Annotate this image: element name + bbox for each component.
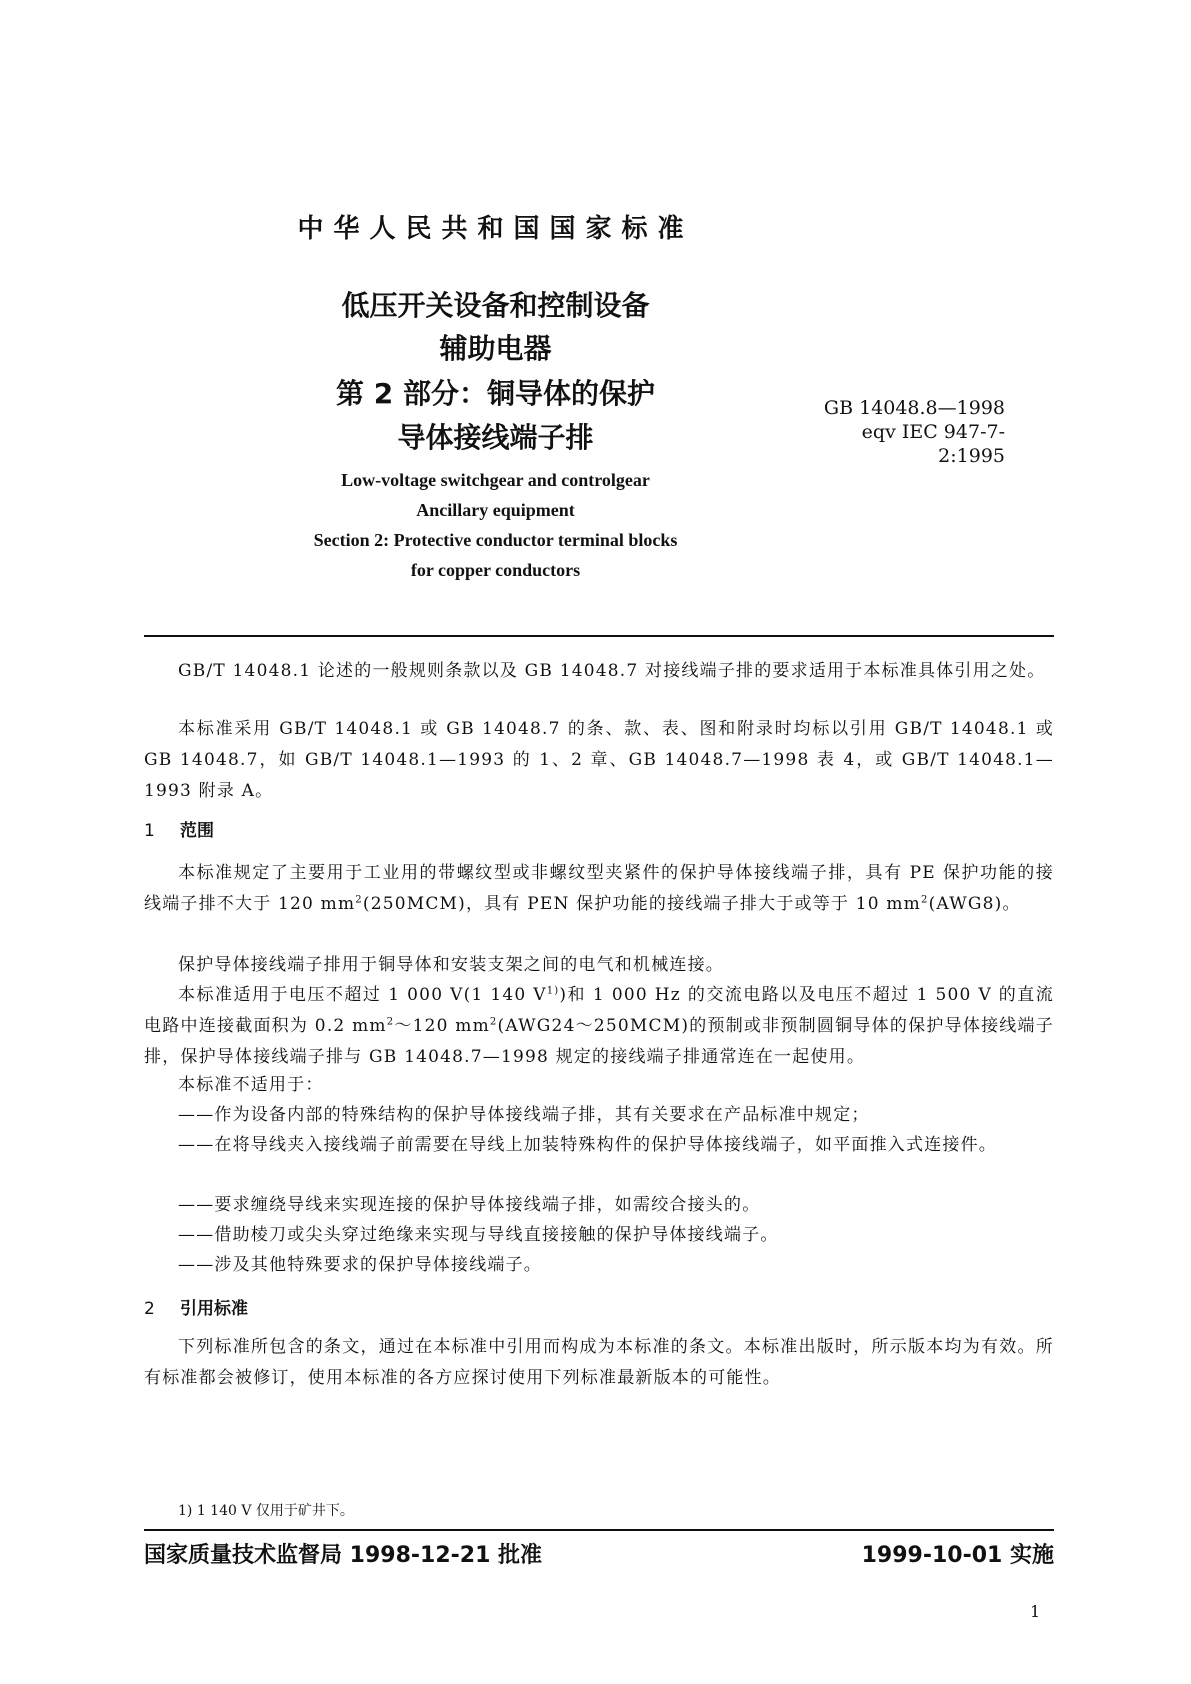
footnote: 1) 1 140 V 仅用于矿井下。 xyxy=(178,1503,354,1519)
exclusion-item-3: ——要求缠绕导线来实现连接的保护导体接线端子排，如需绞合接头的。 xyxy=(178,1195,761,1215)
national-standard-title: 中华人民共和国国家标准 xyxy=(297,214,694,244)
section-1-p3-text-b: )和 1 000 Hz 的交流电路以及电压不超过 1 500 V 的直流电路中连接截面积为 0.2 mm xyxy=(144,985,1054,1036)
section-1-paragraph-3 xyxy=(144,980,1054,1073)
footnote-reference: 1) xyxy=(546,985,560,997)
section-2-title: 引用标准 xyxy=(180,1299,248,1319)
en-title-line-1: Low-voltage switchgear and controlgear xyxy=(341,470,650,490)
effective-date: 1999-10-01 实施 xyxy=(861,1543,1054,1568)
en-title-line-3: Section 2: Protective conductor terminal blocks xyxy=(313,530,678,550)
intro-paragraph-2: 本标准采用 GB/T 14048.1 或 GB 14048.7 的条、款、表、图和附录时均标以引用 GB/T 14048.1 或 GB 14048.7，如 GB/T 14048.1—1993 的 1、2 章、GB 14048.7—1998 表 4，或 GB/T 14048.1—1993 附录 A。 xyxy=(144,719,1054,801)
section-1-title: 范围 xyxy=(180,821,214,841)
section-1-p3-text-c: ～120 mm xyxy=(394,1016,490,1036)
page-number: 1 xyxy=(1030,1602,1041,1621)
cn-title-line-4: 导体接线端子排 xyxy=(397,421,594,454)
section-1-paragraph-2: 保护导体接线端子排用于铜导体和安装支架之间的电气和机械连接。 xyxy=(178,955,724,975)
section-2-paragraph-1: 下列标准所包含的条文，通过在本标准中引用而构成为本标准的条文。本标准出版时，所示版本均为有效。所有标准都会被修订，使用本标准的各方应探讨使用下列标准最新版本的可能性。 xyxy=(144,1337,1054,1388)
section-2-heading xyxy=(144,1294,248,1319)
en-title-line-2: Ancillary equipment xyxy=(416,500,575,520)
section-1-p1-text-a: 本标准规定了主要用于工业用的带螺纹型或非螺纹型夹紧件的保护导体接线端子排，具有 PE 保护功能的接线端子排不大于 120 mm xyxy=(144,863,1054,914)
section-2-number: 2 xyxy=(144,1299,155,1319)
en-title-line-4: for copper conductors xyxy=(410,560,581,580)
section-1-heading xyxy=(144,816,214,841)
exclusion-item-4: ——借助棱刀或尖头穿过绝缘来实现与导线直接接触的保护导体接线端子。 xyxy=(178,1225,779,1245)
section-1-p3-text-a: 本标准适用于电压不超过 1 000 V(1 140 V xyxy=(178,985,547,1005)
header-divider xyxy=(144,635,1054,637)
cn-title-line-1: 低压开关设备和控制设备 xyxy=(341,289,650,322)
section-1-p3-text-d: (AWG24～250MCM)的预制或非预制圆铜导体的保护导体接线端子排，保护导体接线端子排与 GB 14048.7—1998 规定的接线端子排通常连在一起使用。 xyxy=(144,1016,1054,1067)
section-1-p1-text-c: (AWG8)。 xyxy=(928,894,1021,914)
standard-number: GB 14048.8—1998 xyxy=(823,397,1005,419)
exclusion-item-2: ——在将导线夹入接线端子前需要在导线上加装特殊构件的保护导体接线端子，如平面推入式连接件。 xyxy=(178,1135,997,1155)
superscript-square: 2 xyxy=(355,894,363,906)
section-1-paragraph-4: 本标准不适用于： xyxy=(178,1075,324,1095)
exclusion-item-5: ——涉及其他特殊要求的保护导体接线端子。 xyxy=(178,1255,542,1275)
cn-title-line-2: 辅助电器 xyxy=(439,332,552,365)
section-1-paragraph-1 xyxy=(144,858,1054,920)
cn-title-line-3: 第 2 部分：铜导体的保护 xyxy=(336,377,655,410)
superscript-square: 2 xyxy=(489,1016,498,1028)
section-1-number: 1 xyxy=(144,821,155,841)
superscript-square: 2 xyxy=(386,1016,395,1028)
footer-divider xyxy=(144,1529,1054,1531)
equivalent-standard: eqv IEC 947-7-2:1995 xyxy=(861,421,1005,467)
intro-paragraph-1: GB/T 14048.1 论述的一般规则条款以及 GB 14048.7 对接线端子排的要求适用于本标准具体引用之处。 xyxy=(178,661,1046,681)
section-1-p1-text-b: (250MCM)，具有 PEN 保护功能的接线端子排大于或等于 10 mm xyxy=(362,894,922,914)
exclusion-item-1: ——作为设备内部的特殊结构的保护导体接线端子排，其有关要求在产品标准中规定； xyxy=(178,1105,870,1125)
superscript-square: 2 xyxy=(921,894,929,906)
approval-line: 国家质量技术监督局 1998-12-21 批准 xyxy=(144,1543,543,1568)
